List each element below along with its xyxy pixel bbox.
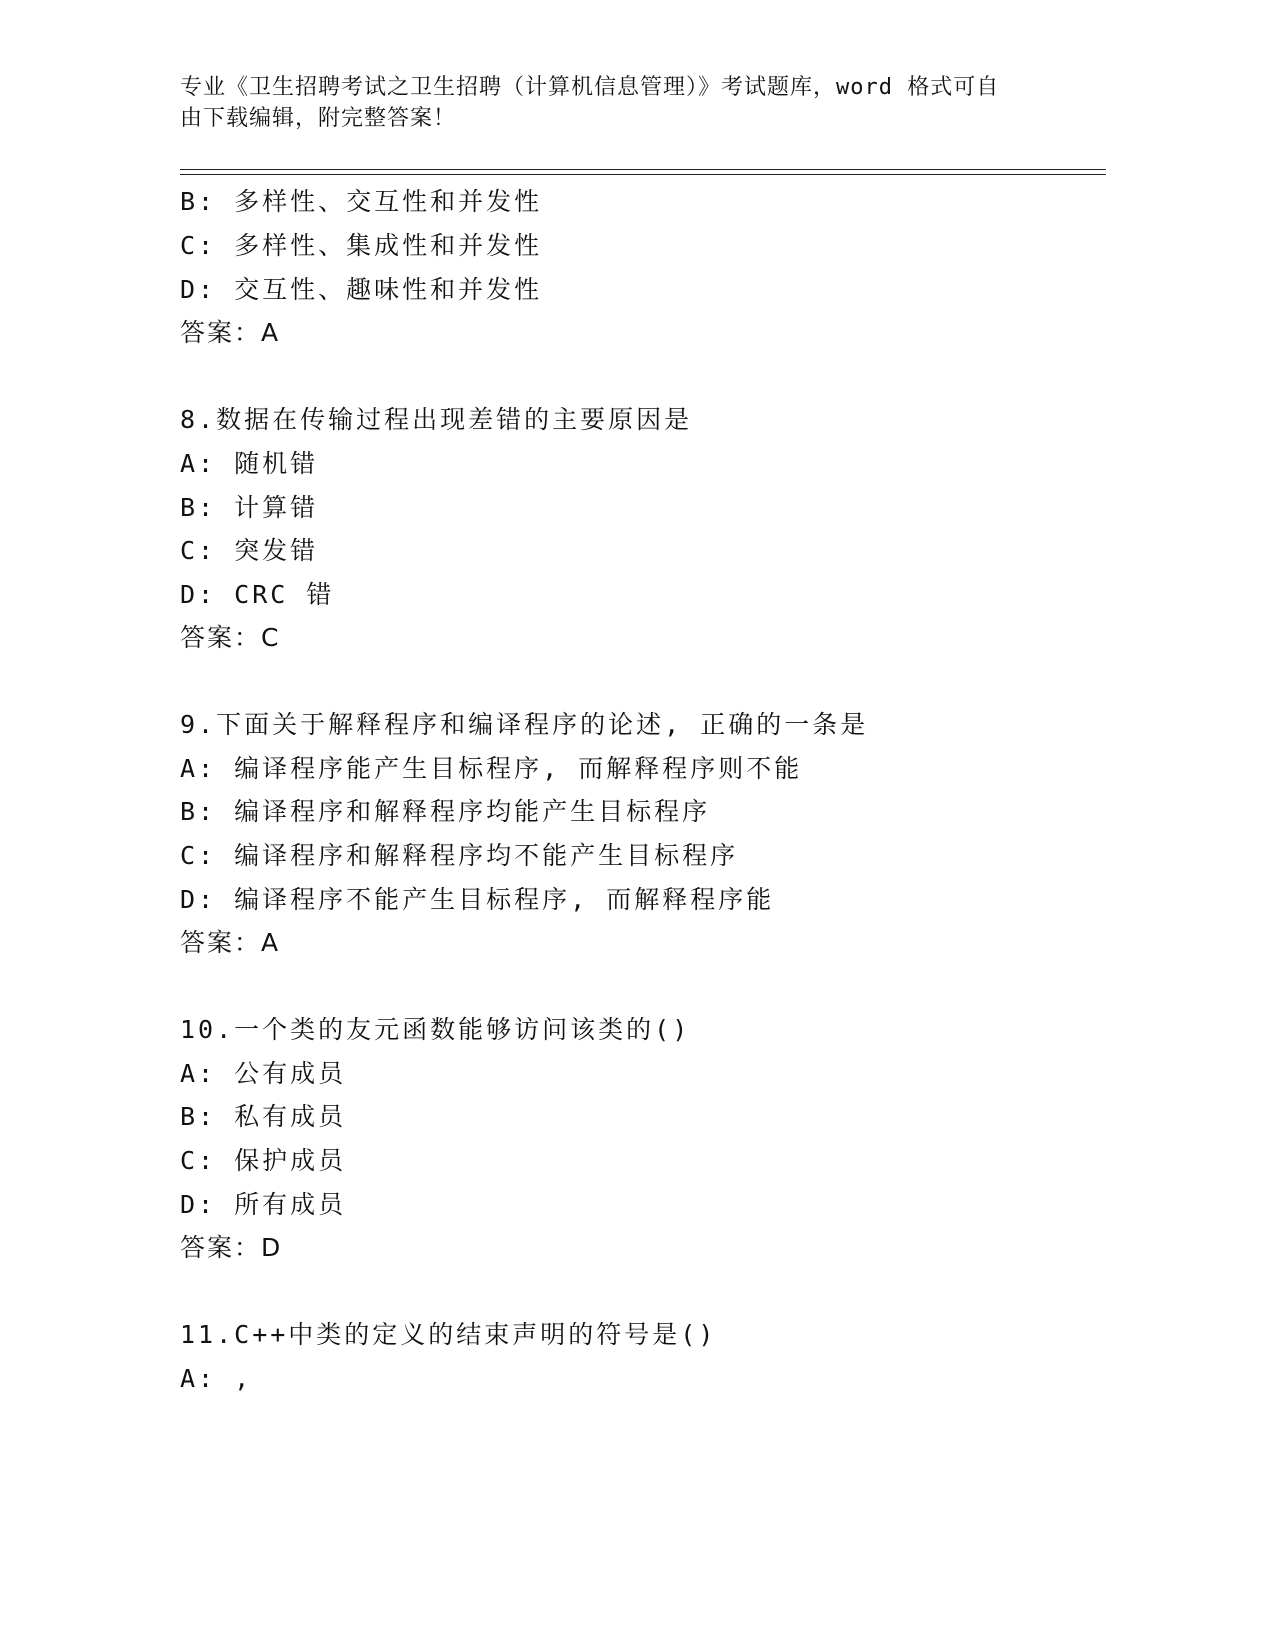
- question-8: 8.数据在传输过程出现差错的主要原因是: [180, 405, 693, 434]
- answer: 答案：A: [180, 318, 281, 347]
- header-divider-bottom: [180, 174, 1106, 175]
- question-9: 9.下面关于解释程序和编译程序的论述, 正确的一条是: [180, 710, 869, 739]
- answer: 答案：D: [180, 1233, 283, 1262]
- option-b: B: 私有成员: [180, 1102, 347, 1131]
- option-b: B: 编译程序和解释程序均能产生目标程序: [180, 797, 711, 826]
- answer: 答案：C: [180, 623, 281, 652]
- option-d: D: CRC 错: [180, 580, 335, 609]
- answer: 答案：A: [180, 928, 281, 957]
- option-c: C: 多样性、集成性和并发性: [180, 231, 543, 260]
- intro-line-2: 由下载编辑，附完整答案！: [180, 106, 457, 131]
- option-c: C: 保护成员: [180, 1146, 347, 1175]
- option-c: C: 突发错: [180, 536, 319, 565]
- option-a: A: 编译程序能产生目标程序, 而解释程序则不能: [180, 754, 803, 783]
- option-a: A: 公有成员: [180, 1059, 347, 1088]
- option-d: D: 所有成员: [180, 1190, 347, 1219]
- question-10: 10.一个类的友元函数能够访问该类的(): [180, 1015, 691, 1044]
- option-c: C: 编译程序和解释程序均不能产生目标程序: [180, 841, 739, 870]
- option-b: B: 多样性、交互性和并发性: [180, 187, 543, 216]
- option-d: D: 编译程序不能产生目标程序, 而解释程序能: [180, 885, 775, 914]
- option-a: A: 随机错: [180, 449, 319, 478]
- header-divider-top: [180, 169, 1106, 170]
- option-a: A: ,: [180, 1364, 253, 1393]
- option-d: D: 交互性、趣味性和并发性: [180, 275, 543, 304]
- question-11: 11.C++中类的定义的结束声明的符号是(): [180, 1320, 717, 1349]
- option-b: B: 计算错: [180, 493, 319, 522]
- intro-line-1: 专业《卫生招聘考试之卫生招聘（计算机信息管理）》考试题库，word 格式可自: [180, 75, 1000, 100]
- document-intro: [180, 72, 1060, 134]
